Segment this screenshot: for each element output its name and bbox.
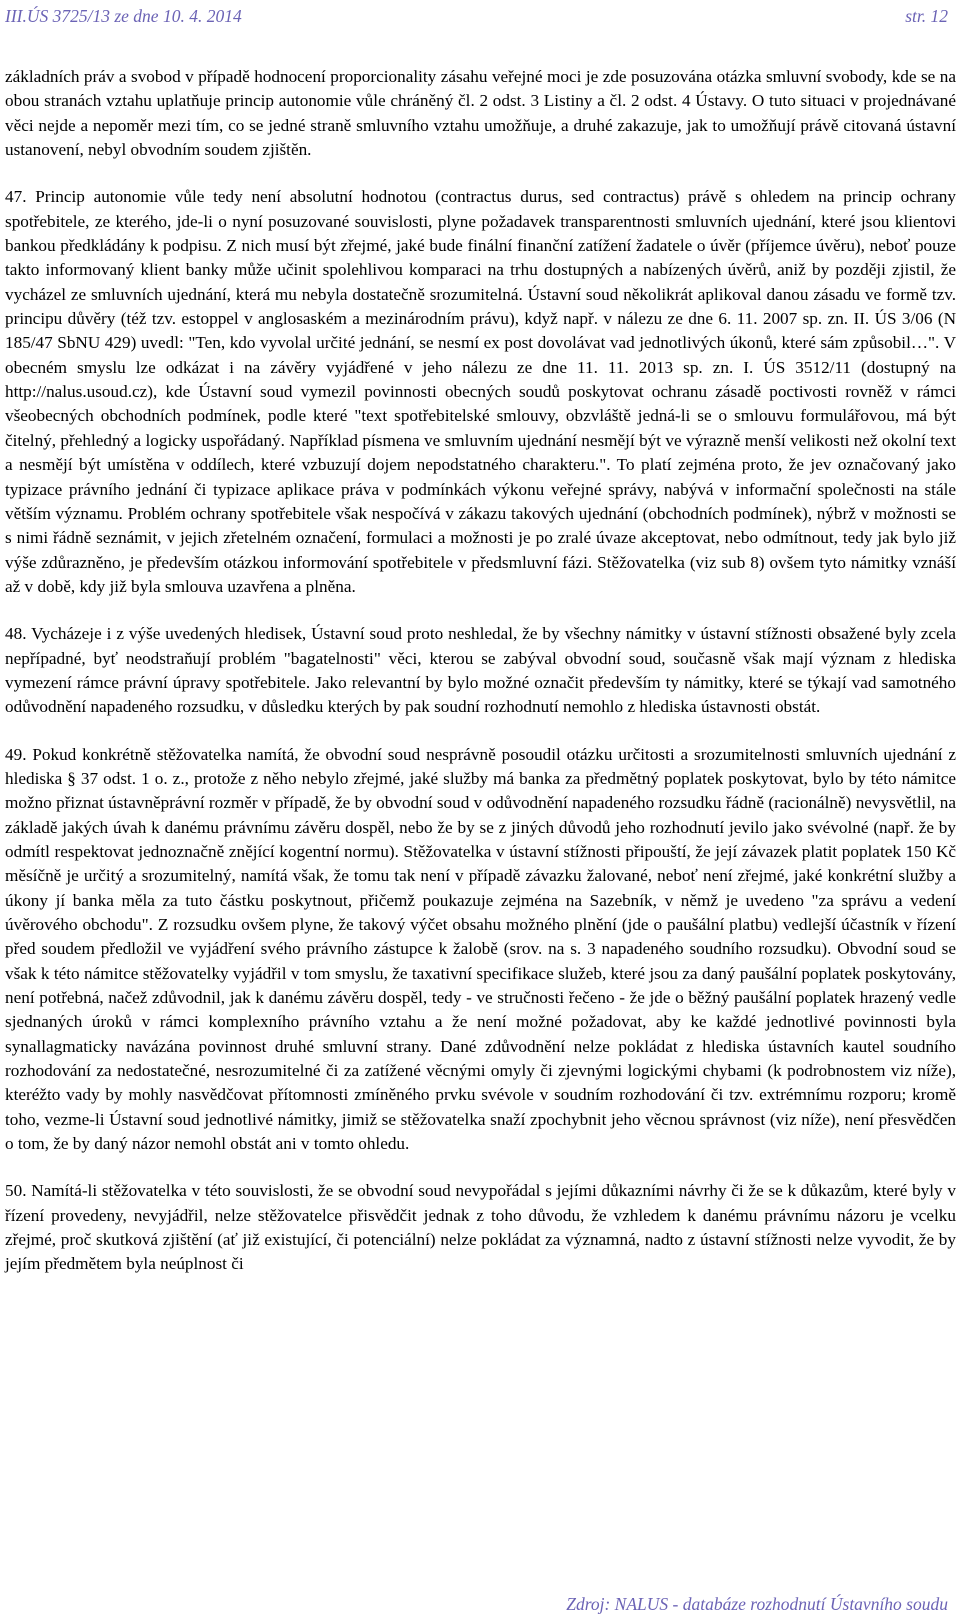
paragraph-continued: základních práv a svobod v případě hodnocení proporcionality zásahu veřejné moci je zde posuzována otázka smluvní svobody, kde se na obou stranách vztahu uplatňuje princip autonomie vůle chráněný čl. 2 odst. 3 Listiny a čl. 2 odst. 4 Ústavy. O tuto situaci v projednávané věci nejde a nepoměr mezi tím, co se jedné straně smluvního vztahu umožňuje, a druhé zakazuje, jak to umožňují právě citovaná ústavní ustanovení, nebyl obvodním soudem zjištěn. (5, 67, 956, 160)
page-number: str. 12 (905, 6, 948, 26)
page-footer-source: Zdroj: NALUS - databáze rozhodnutí Ústavního soudu (566, 1594, 948, 1614)
document-body (5, 65, 956, 1277)
paragraph-50: 50. Namítá-li stěžovatelka v této souvislosti, že se obvodní soud nevypořádal s jejími důkazními návrhy či že se k důkazům, které byly v řízení provedeny, nevyjádřil, nelze stěžovatelce přisvědčit jednak z toho důvodu, že vzhledem k danému právnímu názoru je vcelku zřejmé, proč skutková zjištění (ať již existující, či potenciální) nelze pokládat za významná, nadto z ústavní stížnosti nelze vyvodit, že by jejím předmětem byla neúplnost či (5, 1181, 956, 1274)
page-header (5, 4, 948, 28)
paragraph-48: 48. Vycházeje i z výše uvedených hledisek, Ústavní soud proto neshledal, že by všechny námitky v ústavní stížnosti obsažené byly zcela nepřípadné, byť neodstraňují problém "bagatelnosti" věci, kterou se zabýval obvodní soud, současně však mají význam z hlediska vymezení rámce právní úpravy spotřebitele. Jako relevantní by bylo možné označit především ty námitky, které se týkají vad samotného odůvodnění napadeného rozsudku, v důsledku kterých by pak soudní rozhodnutí nemohlo z hlediska ústavnosti obstát. (5, 624, 956, 717)
case-reference: III.ÚS 3725/13 ze dne 10. 4. 2014 (5, 6, 242, 26)
paragraph-47: 47. Princip autonomie vůle tedy není absolutní hodnotou (contractus durus, sed contractus) právě s ohledem na princip ochrany spotřebitele, ze kterého, jde-li o nyní posuzované souvislosti, plyne požadavek transparentnosti smluvních ujednání, které jsou klientovi bankou předkládány k podpisu. Z nich musí být zřejmé, jaké bude finální finanční zatížení žadatele o úvěr (příjemce úvěru), neboť pouze takto informovaný klient banky může učinit spolehlivou komparaci na trhu dostupných a nabízených úvěrů, aniž by později zjistil, že vycházel ze smluvních ujednání, která mu nebyla dostatečně srozumitelná. Ústavní soud několikrát aplikoval danou zásadu ve formě tzv. principu důvěry (též tzv. estoppel v anglosaském a mezinárodním právu), když např. v nálezu ze dne 6. 11. 2007 sp. zn. II. ÚS 3/06 (N 185/47 SbNU 429) uvedl: "Ten, kdo vyvolal určité jednání, se nesmí ex post dovolávat vad jednotlivých úkonů, které sám způsobil…". V obecném smyslu lze odkázat i na závěry vyjádřené v jeho nálezu ze dne 11. 11. 2013 sp. zn. I. ÚS 3512/11 (dostupný na http://nalus.usoud.cz), kde Ústavní soud vymezil povinnosti obecných soudů poskytovat ochranu zásadě poctivosti rovněž v rámci všeobecných obchodních podmínek, podle které "text spotřebitelské smlouvy, obzvláště jedná-li se o smlouvu formulářovou, má být čitelný, přehledný a logicky uspořádaný. Například písmena ve smluvním ujednání nesmějí být ve výrazně menší velikosti než okolní text a nesmějí být umístěna v oddílech, které vzbuzují dojem nepodstatného charakteru.". To platí zejména proto, že jev označovaný jako typizace právního jednání či typizace aplikace práva v podmínkách výkonu veřejné správy, nabývá v informační společnosti na stále větším významu. Problém ochrany spotřebitele však nespočívá v zákazu takových ujednání (obchodních podmínek), nýbrž v možnosti se s nimi řádně seznámit, v jejich zřetelném označení, formulaci a možnosti je po zralé úvaze akceptovat, nebo odmítnout, tedy jak bylo již výše zdůrazněno, je především otázkou informování spotřebitele v předsmluvní fázi. Stěžovatelka (viz sub 8) ovšem tyto námitky vznáší až v době, kdy již byla smlouva uzavřena a plněna. (5, 187, 956, 596)
paragraph-49: 49. Pokud konkrétně stěžovatelka namítá, že obvodní soud nesprávně posoudil otázku určitosti a srozumitelnosti smluvních ujednání z hlediska § 37 odst. 1 o. z., protože z něho nebylo zřejmé, jaké služby má banka za předmětný poplatek poskytovat, bylo by této námitce možno přiznat ústavněprávní rozměr v případě, že by obvodní soud v odůvodnění napadeného rozsudku řádně (racionálně) nevysvětlil, na základě jakých úvah k danému právnímu závěru dospěl, nebo že by se z jiných důvodů jeho rozhodnutí jevilo jako svévolné (např. že by odmítl respektovat jednoznačně znějící kogentní normu). Stěžovatelka v ústavní stížnosti připouští, že její závazek platit poplatek 150 Kč měsíčně je určitý a srozumitelný, namítá však, že tomu tak není v případě závazku žalované, neboť není zřejmé, jaké konkrétní služby a úkony jí banka měla za tuto částku poskytnout, přičemž poukazuje zejména na Sazebník, v němž je uvedeno "za správu a vedení úvěrového obchodu". Z rozsudku ovšem plyne, že takový výčet obsahu možného plnění (jde o paušální platbu) vedlejší účastník v řízení před soudem předložil ve vyjádření svého právního zástupce k žalobě (srov. na s. 3 napadeného soudního rozsudku). Obvodní soud se však k této námitce stěžovatelky vyjádřil v tom smyslu, že taxativní specifikace služeb, které jsou za daný paušální poplatek poskytovány, není potřebná, načež zdůvodnil, jak k danému závěru dospěl, tedy - ve stručnosti řečeno - že jde o běžný paušální poplatek hrazený vedle sjednaných úroků v rámci komplexního právního vztahu a že není možné požadovat, aby ke každé jednotlivé povinnosti byla synallagmaticky navázána povinnost druhé smluvní strany. Dané zdůvodnění nelze pokládat z hlediska ústavních kautel soudního rozhodování za nedostatečné, nesrozumitelné či za zatížené věcnými omyly či zjevnými logickými chybami (k podrobnostem viz níže), kteréžto vady by mohly nasvědčovat přítomnosti zmíněného prvku svévole v soudním rozhodování či tzv. extrémnímu rozporu; kromě toho, vezme-li Ústavní soud jednotlivé námitky, jimiž se stěžovatelka snaží zpochybnit jeho věcnou správnost (viz níže), není přesvědčen o tom, že by daný názor nemohl obstát ani v tomto ohledu. (5, 744, 956, 1154)
